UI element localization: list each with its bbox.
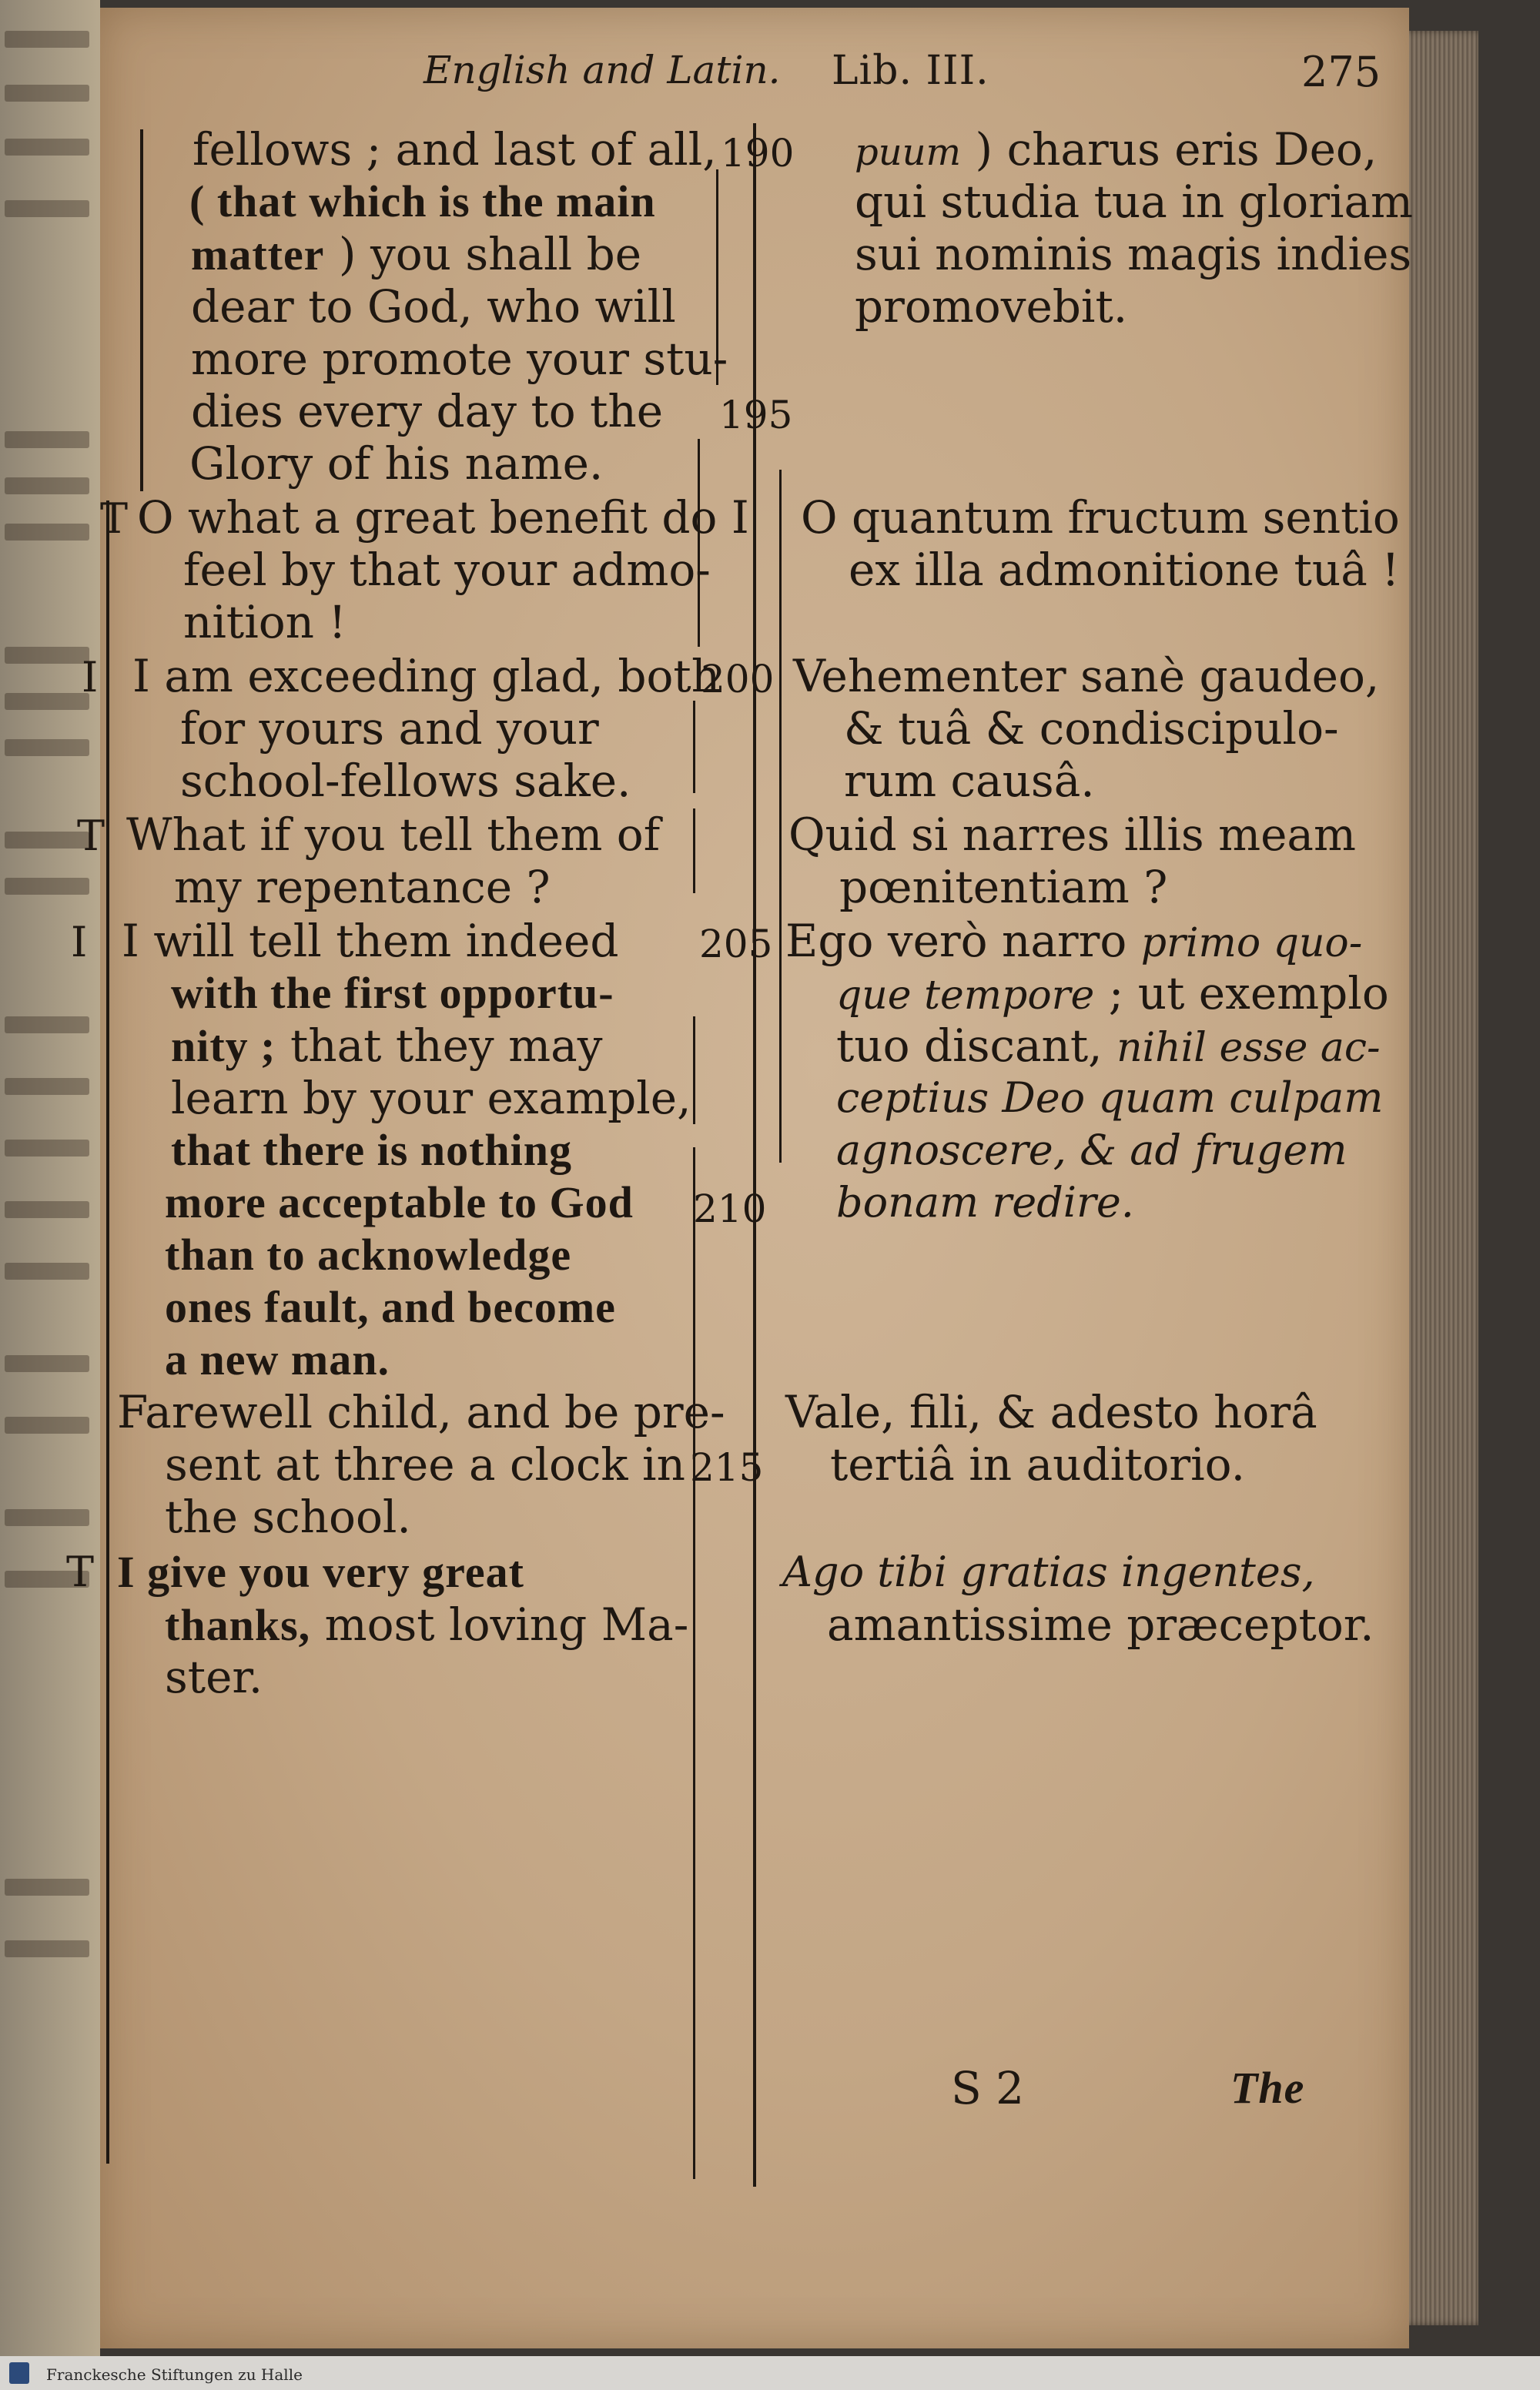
latin-line: tertiâ in auditorio. (830, 1438, 1246, 1491)
left-margin-rule-top (140, 129, 143, 491)
english-line: I am exceeding glad, both (132, 650, 721, 702)
latin-line: sui nominis magis indies (855, 228, 1412, 280)
latin-line: Quid si narres illis meam (788, 808, 1356, 861)
latin-line: O quantum fructum sentio (801, 491, 1400, 544)
latin-line: Vehementer sanè gaudeo, (793, 650, 1380, 702)
english-line: learn by your example, (171, 1072, 691, 1124)
latin-line: Vale, fili, & adesto horâ (785, 1386, 1317, 1438)
catchword: The (1230, 2063, 1305, 2113)
english-line: feel by that your admo- (183, 544, 711, 596)
latin-italic: primo quo- (1140, 920, 1363, 966)
blackletter-phrase: matter (191, 229, 325, 280)
english-inner-rule-6 (693, 1147, 695, 2179)
page-number: 275 (1301, 48, 1381, 96)
english-line: that there is nothing (171, 1125, 573, 1175)
latin-line: que tempore ; ut exemplo (836, 967, 1389, 1019)
speaker-mark: I (82, 653, 99, 701)
latin-line: Ago tibi gratias ingentes, (782, 1548, 1315, 1596)
english-line: for yours and your (180, 702, 599, 755)
latin-line: & tuâ & condiscipulo- (844, 702, 1339, 755)
latin-line: pœnitentiam ? (839, 861, 1168, 913)
english-inner-rule-5 (693, 1016, 695, 1124)
left-margin-rule (106, 500, 109, 2164)
english-line: more acceptable to God (165, 1177, 634, 1227)
english-line (191, 228, 641, 281)
english-line: dear to God, who will (191, 280, 676, 333)
footer-library-name: Franckesche Stiftungen zu Halle (46, 2365, 303, 2384)
blackletter-phrase: nity ; (171, 1021, 276, 1071)
latin-line: qui studia tua in gloriam (855, 176, 1414, 228)
english-inner-rule-3 (693, 701, 695, 793)
english-line: ( that which is the main (189, 176, 656, 226)
english-line: ones fault, and become (165, 1282, 616, 1332)
english-line: with the first opportu- (171, 968, 614, 1018)
speaker-mark: T (100, 494, 129, 543)
english-line: school-fellows sake. (180, 755, 631, 807)
latin-line: Ego verò narro primo quo- (785, 915, 1363, 967)
english-line: Glory of his name. (189, 437, 604, 490)
english-line (171, 1019, 602, 1073)
line-number: 205 (699, 922, 773, 966)
footer-bar (0, 2356, 1540, 2390)
line-number: 210 (693, 1187, 767, 1231)
english-line: sent at three a clock in (165, 1438, 685, 1491)
speaker-mark: T (66, 1548, 95, 1596)
book-number: Lib. III. (832, 48, 989, 94)
previous-page-edge (0, 0, 100, 2356)
english-line: a new man. (165, 1334, 390, 1384)
english-line: than to acknowledge (165, 1230, 572, 1280)
english-line: the school. (165, 1491, 411, 1543)
line-number: 190 (721, 131, 795, 176)
latin-line: bonam redire. (836, 1178, 1134, 1227)
line-number: 195 (719, 393, 793, 437)
library-logo-icon (9, 2362, 29, 2384)
speaker-mark: T (77, 812, 105, 860)
english-line: I will tell them indeed (122, 915, 619, 967)
latin-line: ex illa admonitione tuâ ! (849, 544, 1400, 596)
english-line-rest: that they may (290, 1019, 603, 1072)
blackletter-phrase: thanks, (165, 1600, 311, 1650)
english-line: What if you tell them of (126, 808, 661, 861)
english-line-rest: most loving Ma- (324, 1598, 689, 1651)
page-header (100, 48, 1409, 102)
latin-inner-rule (779, 470, 782, 1163)
latin-line: ceptius Deo quam culpam (836, 1073, 1384, 1122)
latin-line: tuo discant, nihil esse ac- (836, 1019, 1381, 1072)
line-number: 215 (690, 1445, 764, 1490)
english-line: dies every day to the (191, 385, 664, 437)
english-line: I give you very great (117, 1547, 524, 1597)
latin-line: puum ) charus eris Deo, (855, 123, 1378, 176)
latin-line: rum causâ. (844, 755, 1095, 807)
latin-italic: nihil esse ac- (1116, 1025, 1381, 1071)
latin-italic: puum (855, 131, 962, 174)
english-line: Farewell child, and be pre- (117, 1386, 725, 1438)
running-head: English and Latin. (424, 48, 781, 92)
english-line: nition ! (183, 596, 346, 648)
latin-line: agnoscere, & ad frugem (836, 1126, 1348, 1174)
english-line: ster. (165, 1651, 263, 1703)
speaker-mark: I (71, 918, 88, 966)
english-line: fellows ; and last of all, (192, 123, 717, 176)
english-line: my repentance ? (174, 861, 551, 913)
signature-mark: S 2 (951, 2062, 1025, 2114)
english-line-rest: ) you shall be (338, 228, 642, 280)
english-line (165, 1598, 688, 1652)
latin-italic: que tempore (836, 972, 1095, 1019)
english-line: more promote your stu- (191, 333, 728, 385)
latin-line: amantissime præceptor. (827, 1598, 1374, 1651)
book-page (66, 8, 1414, 2348)
english-inner-rule-4 (693, 808, 695, 893)
latin-line: promovebit. (855, 280, 1128, 333)
english-line: O what a great benefit do I (137, 491, 749, 544)
line-number: 200 (701, 657, 775, 701)
